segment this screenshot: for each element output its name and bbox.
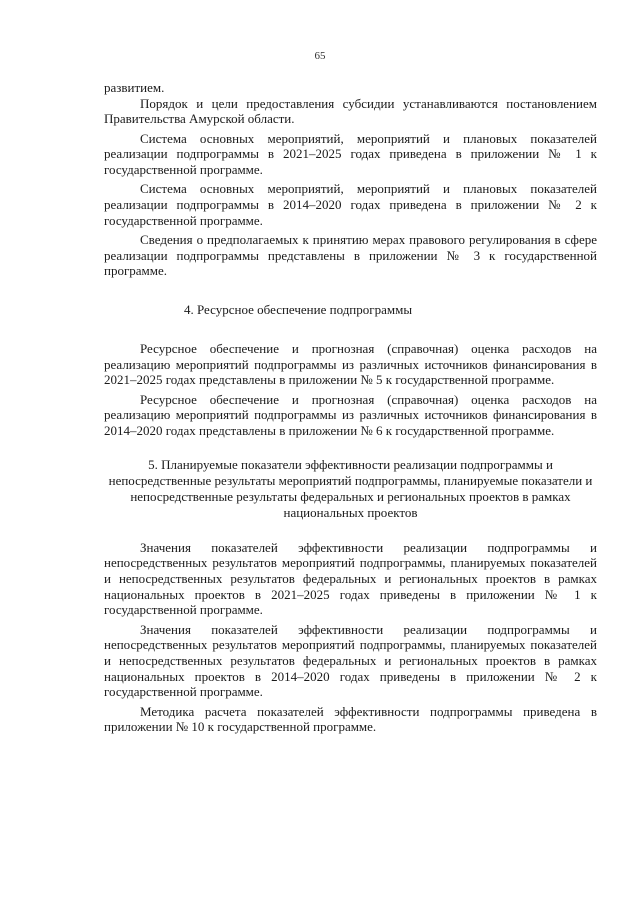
paragraph-indicators-2021-2025: Значения показателей эффективности реализации подпрограммы и непосредственных результатов мероприятий подпрограммы, планируемых показателей и непосредственных результатов федеральных и региональных проектов в рамках национальных проектов в 2021–2025 годах приведены в приложении № 1 к государственной программе. bbox=[104, 539, 597, 618]
document-body bbox=[104, 80, 597, 735]
paragraph-resources-2021-2025: Ресурсное обеспечение и прогнозная (справочная) оценка расходов на реализацию мероприятий подпрограммы из различных источников финансирования в 2021–2025 годах представлены в приложении № 5 к государственной программе. bbox=[104, 340, 597, 388]
paragraph-indicators-2014-2020: Значения показателей эффективности реализации подпрограммы и непосредственных результатов мероприятий подпрограммы, планируемых показателей и непосредственных результатов федеральных и региональных проектов в рамках национальных проектов в 2014–2020 годах приведены в приложении № 2 к государственной программе. bbox=[104, 621, 597, 700]
paragraph-system-2021-2025: Система основных мероприятий, мероприятий и плановых показателей реализации подпрограммы в 2021–2025 годах приведена в приложении № 1 к государственной программе. bbox=[104, 130, 597, 178]
page-number: 65 bbox=[314, 50, 326, 62]
section-heading-5: 5. Планируемые показатели эффективности реализации подпрограммы и непосредственные результаты мероприятий подпрограммы, планируемые показатели и непосредственные результаты федеральных и региональных проектов в рамках национальных проектов bbox=[108, 456, 593, 520]
section-heading-4: 4. Ресурсное обеспечение подпрограммы bbox=[184, 301, 413, 317]
paragraph-continuation: развитием. bbox=[104, 80, 165, 95]
paragraph-legal-regulation: Сведения о предполагаемых к принятию мерах правового регулирования в сфере реализации подпрограммы представлены в приложении № 3 к государственной программе. bbox=[104, 231, 597, 279]
paragraph-system-2014-2020: Система основных мероприятий, мероприятий и плановых показателей реализации подпрограммы в 2014–2020 годах приведена в приложении № 2 к государственной программе. bbox=[104, 181, 597, 228]
paragraph-resources-2014-2020: Ресурсное обеспечение и прогнозная (справочная) оценка расходов на реализацию мероприятий подпрограммы из различных источников финансирования в 2014–2020 годах представлены в приложении № 6 к государственной программе. bbox=[104, 391, 597, 438]
paragraph-methodology: Методика расчета показателей эффективности подпрограммы приведена в приложении № 10 к государственной программе. bbox=[104, 703, 597, 735]
paragraph-subsidy-procedure: Порядок и цели предоставления субсидии устанавливаются постановлением Правительства Амурской области. bbox=[104, 95, 597, 127]
